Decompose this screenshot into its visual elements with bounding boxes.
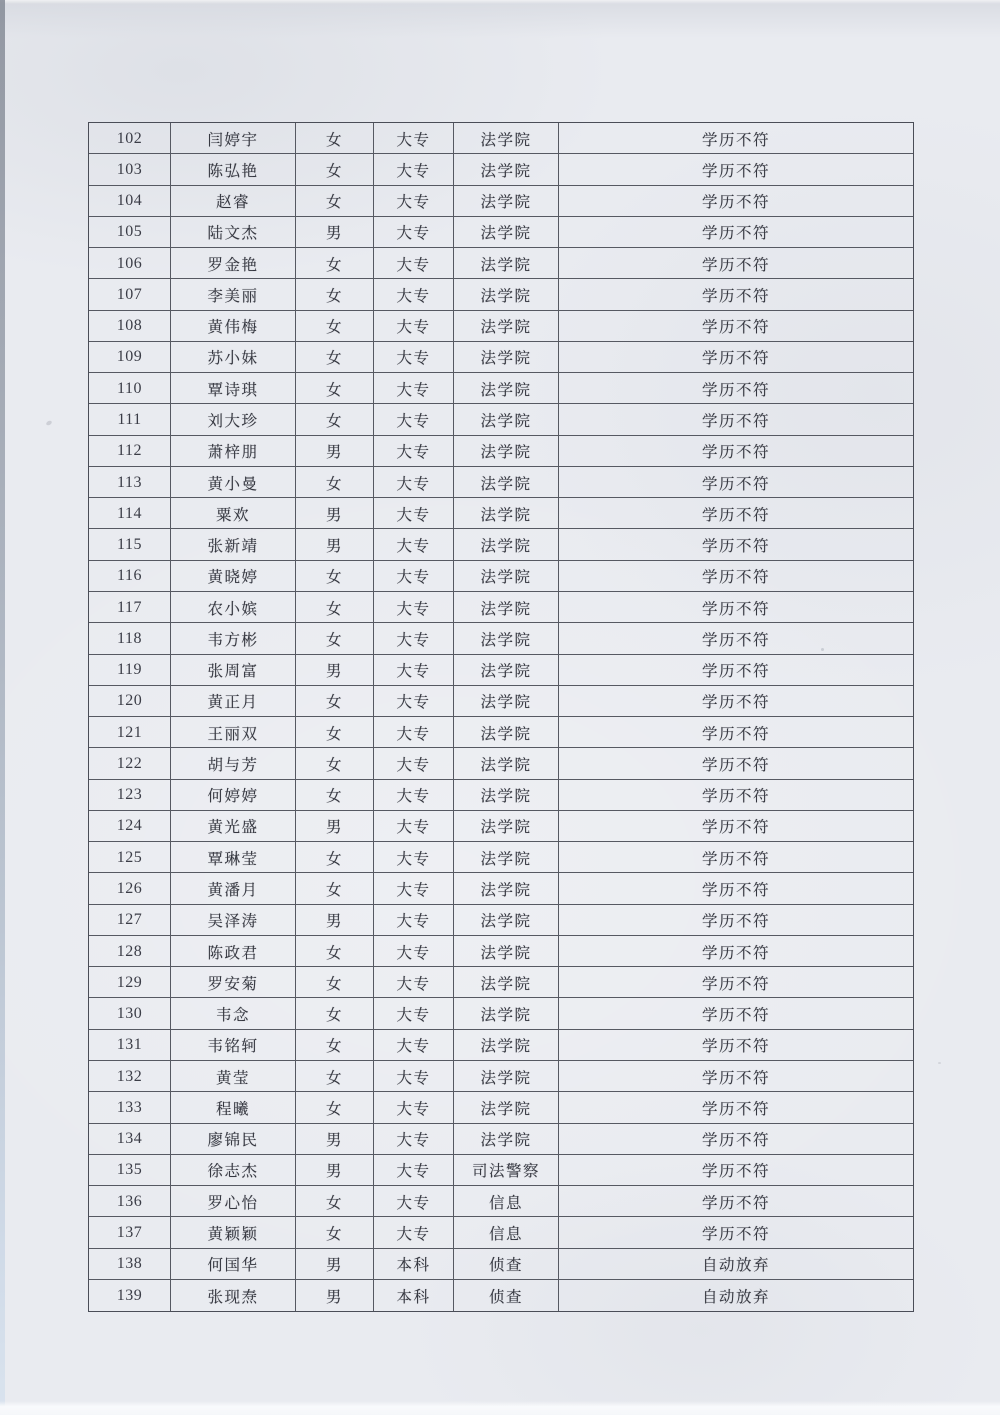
cell-gender: 女: [296, 404, 374, 435]
cell-education: 大专: [374, 373, 454, 404]
cell-no: 121: [89, 717, 171, 748]
cell-gender: 女: [296, 311, 374, 342]
cell-college: 法学院: [454, 561, 559, 592]
cell-no: 132: [89, 1061, 171, 1092]
cell-gender: 男: [296, 529, 374, 560]
cell-college: 侦查: [454, 1249, 559, 1280]
cell-name: 王丽双: [171, 717, 296, 748]
cell-gender: 女: [296, 748, 374, 779]
cell-name: 胡与芳: [171, 748, 296, 779]
cell-college: 法学院: [454, 748, 559, 779]
cell-name: 黄莹: [171, 1061, 296, 1092]
cell-gender: 女: [296, 1092, 374, 1123]
cell-gender: 女: [296, 780, 374, 811]
cell-name: 徐志杰: [171, 1155, 296, 1186]
cell-education: 大专: [374, 1092, 454, 1123]
cell-gender: 女: [296, 717, 374, 748]
cell-education: 大专: [374, 279, 454, 310]
cell-education: 大专: [374, 592, 454, 623]
scan-speck: [45, 420, 52, 426]
cell-no: 117: [89, 592, 171, 623]
cell-status: 学历不符: [559, 686, 913, 717]
cell-status: 学历不符: [559, 1155, 913, 1186]
cell-college: 侦查: [454, 1280, 559, 1311]
cell-college: 法学院: [454, 1092, 559, 1123]
cell-college: 法学院: [454, 655, 559, 686]
cell-no: 113: [89, 467, 171, 498]
cell-education: 大专: [374, 186, 454, 217]
cell-no: 111: [89, 404, 171, 435]
cell-gender: 女: [296, 1030, 374, 1061]
cell-status: 学历不符: [559, 311, 913, 342]
cell-no: 125: [89, 842, 171, 873]
cell-name: 苏小妹: [171, 342, 296, 373]
cell-college: 法学院: [454, 1030, 559, 1061]
cell-gender: 女: [296, 1186, 374, 1217]
cell-education: 大专: [374, 467, 454, 498]
cell-college: 法学院: [454, 311, 559, 342]
cell-status: 学历不符: [559, 498, 913, 529]
cell-no: 103: [89, 154, 171, 185]
cell-college: 法学院: [454, 842, 559, 873]
cell-education: 本科: [374, 1249, 454, 1280]
cell-status: 学历不符: [559, 404, 913, 435]
cell-status: 学历不符: [559, 998, 913, 1029]
cell-gender: 女: [296, 561, 374, 592]
cell-gender: 女: [296, 373, 374, 404]
cell-college: 法学院: [454, 905, 559, 936]
cell-gender: 女: [296, 623, 374, 654]
scan-edge-top: [0, 0, 1000, 4]
cell-no: 109: [89, 342, 171, 373]
cell-status: 学历不符: [559, 1186, 913, 1217]
cell-education: 大专: [374, 217, 454, 248]
cell-name: 罗金艳: [171, 248, 296, 279]
cell-name: 赵睿: [171, 186, 296, 217]
cell-no: 133: [89, 1092, 171, 1123]
cell-gender: 女: [296, 279, 374, 310]
cell-no: 136: [89, 1186, 171, 1217]
cell-name: 廖锦民: [171, 1124, 296, 1155]
cell-education: 大专: [374, 905, 454, 936]
cell-no: 137: [89, 1217, 171, 1248]
cell-gender: 女: [296, 154, 374, 185]
cell-college: 法学院: [454, 436, 559, 467]
cell-no: 102: [89, 123, 171, 154]
cell-college: 法学院: [454, 529, 559, 560]
cell-status: 学历不符: [559, 592, 913, 623]
cell-name: 陆文杰: [171, 217, 296, 248]
cell-college: 法学院: [454, 342, 559, 373]
cell-college: 法学院: [454, 123, 559, 154]
cell-name: 覃诗琪: [171, 373, 296, 404]
scan-edge-left: [0, 0, 5, 1415]
cell-name: 陈弘艳: [171, 154, 296, 185]
cell-education: 大专: [374, 811, 454, 842]
cell-name: 黄光盛: [171, 811, 296, 842]
cell-no: 119: [89, 655, 171, 686]
cell-education: 大专: [374, 623, 454, 654]
cell-status: 学历不符: [559, 1217, 913, 1248]
cell-education: 大专: [374, 936, 454, 967]
cell-name: 刘大珍: [171, 404, 296, 435]
cell-name: 李美丽: [171, 279, 296, 310]
cell-name: 农小嫔: [171, 592, 296, 623]
cell-no: 122: [89, 748, 171, 779]
cell-status: 学历不符: [559, 655, 913, 686]
cell-name: 程曦: [171, 1092, 296, 1123]
cell-status: 学历不符: [559, 1124, 913, 1155]
cell-education: 大专: [374, 655, 454, 686]
cell-no: 128: [89, 936, 171, 967]
cell-no: 135: [89, 1155, 171, 1186]
cell-name: 黄伟梅: [171, 311, 296, 342]
cell-education: 大专: [374, 248, 454, 279]
cell-status: 学历不符: [559, 905, 913, 936]
cell-no: 116: [89, 561, 171, 592]
cell-college: 法学院: [454, 717, 559, 748]
cell-education: 大专: [374, 561, 454, 592]
cell-status: 学历不符: [559, 780, 913, 811]
cell-status: 学历不符: [559, 967, 913, 998]
cell-gender: 女: [296, 842, 374, 873]
cell-status: 学历不符: [559, 217, 913, 248]
cell-status: 学历不符: [559, 1092, 913, 1123]
cell-no: 118: [89, 623, 171, 654]
cell-no: 106: [89, 248, 171, 279]
cell-name: 黄晓婷: [171, 561, 296, 592]
cell-status: 学历不符: [559, 186, 913, 217]
cell-name: 覃琳莹: [171, 842, 296, 873]
cell-name: 张现焘: [171, 1280, 296, 1311]
cell-no: 110: [89, 373, 171, 404]
cell-education: 大专: [374, 154, 454, 185]
cell-no: 108: [89, 311, 171, 342]
cell-education: 大专: [374, 1061, 454, 1092]
cell-college: 法学院: [454, 498, 559, 529]
cell-status: 学历不符: [559, 748, 913, 779]
cell-college: 法学院: [454, 154, 559, 185]
cell-status: 学历不符: [559, 154, 913, 185]
cell-name: 黄颖颖: [171, 1217, 296, 1248]
cell-no: 123: [89, 780, 171, 811]
cell-status: 学历不符: [559, 811, 913, 842]
cell-no: 104: [89, 186, 171, 217]
cell-no: 126: [89, 873, 171, 904]
cell-gender: 男: [296, 1249, 374, 1280]
cell-college: 法学院: [454, 404, 559, 435]
cell-education: 大专: [374, 842, 454, 873]
cell-college: 法学院: [454, 279, 559, 310]
cell-gender: 男: [296, 1280, 374, 1311]
cell-status: 学历不符: [559, 936, 913, 967]
cell-status: 自动放弃: [559, 1249, 913, 1280]
cell-status: 学历不符: [559, 842, 913, 873]
cell-gender: 男: [296, 905, 374, 936]
cell-education: 本科: [374, 1280, 454, 1311]
cell-education: 大专: [374, 1030, 454, 1061]
cell-gender: 女: [296, 967, 374, 998]
cell-status: 学历不符: [559, 717, 913, 748]
cell-education: 大专: [374, 123, 454, 154]
cell-status: 学历不符: [559, 342, 913, 373]
cell-status: 学历不符: [559, 248, 913, 279]
cell-gender: 男: [296, 655, 374, 686]
cell-college: 法学院: [454, 623, 559, 654]
cell-gender: 女: [296, 1217, 374, 1248]
cell-gender: 男: [296, 436, 374, 467]
cell-education: 大专: [374, 998, 454, 1029]
cell-gender: 女: [296, 342, 374, 373]
cell-education: 大专: [374, 780, 454, 811]
cell-education: 大专: [374, 1155, 454, 1186]
cell-status: 学历不符: [559, 373, 913, 404]
cell-gender: 女: [296, 686, 374, 717]
cell-no: 127: [89, 905, 171, 936]
cell-no: 124: [89, 811, 171, 842]
cell-college: 法学院: [454, 780, 559, 811]
cell-status: 学历不符: [559, 467, 913, 498]
cell-college: 法学院: [454, 217, 559, 248]
cell-education: 大专: [374, 967, 454, 998]
cell-college: 法学院: [454, 873, 559, 904]
cell-no: 105: [89, 217, 171, 248]
scan-edge-bottom: [0, 1401, 1000, 1415]
cell-college: 法学院: [454, 811, 559, 842]
cell-gender: 女: [296, 186, 374, 217]
cell-college: 法学院: [454, 686, 559, 717]
cell-education: 大专: [374, 1124, 454, 1155]
cell-education: 大专: [374, 748, 454, 779]
cell-college: 司法警察: [454, 1155, 559, 1186]
cell-name: 黄小曼: [171, 467, 296, 498]
cell-name: 吴泽涛: [171, 905, 296, 936]
applicant-roster-table: [88, 122, 914, 1312]
scan-speck: [938, 1062, 941, 1064]
cell-college: 信息: [454, 1186, 559, 1217]
cell-education: 大专: [374, 1186, 454, 1217]
cell-no: 131: [89, 1030, 171, 1061]
cell-education: 大专: [374, 436, 454, 467]
cell-no: 129: [89, 967, 171, 998]
cell-status: 学历不符: [559, 561, 913, 592]
cell-status: 学历不符: [559, 123, 913, 154]
cell-no: 120: [89, 686, 171, 717]
cell-college: 法学院: [454, 1124, 559, 1155]
cell-no: 107: [89, 279, 171, 310]
cell-college: 法学院: [454, 467, 559, 498]
cell-status: 学历不符: [559, 873, 913, 904]
cell-status: 学历不符: [559, 529, 913, 560]
cell-status: 学历不符: [559, 623, 913, 654]
cell-education: 大专: [374, 404, 454, 435]
cell-education: 大专: [374, 311, 454, 342]
cell-status: 学历不符: [559, 1030, 913, 1061]
cell-name: 韦方彬: [171, 623, 296, 654]
cell-no: 139: [89, 1280, 171, 1311]
cell-college: 法学院: [454, 1061, 559, 1092]
cell-gender: 男: [296, 1124, 374, 1155]
cell-college: 法学院: [454, 373, 559, 404]
cell-college: 法学院: [454, 592, 559, 623]
cell-college: 信息: [454, 1217, 559, 1248]
cell-name: 罗心怡: [171, 1186, 296, 1217]
cell-name: 张新靖: [171, 529, 296, 560]
cell-name: 黄正月: [171, 686, 296, 717]
cell-gender: 女: [296, 1061, 374, 1092]
cell-gender: 男: [296, 217, 374, 248]
cell-name: 粟欢: [171, 498, 296, 529]
cell-gender: 男: [296, 498, 374, 529]
cell-education: 大专: [374, 498, 454, 529]
cell-name: 罗安菊: [171, 967, 296, 998]
cell-college: 法学院: [454, 936, 559, 967]
cell-no: 130: [89, 998, 171, 1029]
cell-college: 法学院: [454, 967, 559, 998]
cell-name: 韦念: [171, 998, 296, 1029]
cell-education: 大专: [374, 529, 454, 560]
cell-gender: 女: [296, 873, 374, 904]
cell-gender: 女: [296, 998, 374, 1029]
cell-name: 萧梓朋: [171, 436, 296, 467]
cell-status: 学历不符: [559, 436, 913, 467]
cell-education: 大专: [374, 873, 454, 904]
cell-name: 张周富: [171, 655, 296, 686]
cell-gender: 男: [296, 1155, 374, 1186]
cell-education: 大专: [374, 342, 454, 373]
cell-name: 何婷婷: [171, 780, 296, 811]
cell-college: 法学院: [454, 998, 559, 1029]
cell-education: 大专: [374, 717, 454, 748]
cell-gender: 女: [296, 123, 374, 154]
cell-no: 134: [89, 1124, 171, 1155]
cell-status: 学历不符: [559, 1061, 913, 1092]
cell-name: 陈政君: [171, 936, 296, 967]
cell-education: 大专: [374, 686, 454, 717]
cell-gender: 女: [296, 592, 374, 623]
cell-name: 何国华: [171, 1249, 296, 1280]
cell-no: 115: [89, 529, 171, 560]
cell-no: 114: [89, 498, 171, 529]
cell-college: 法学院: [454, 248, 559, 279]
cell-name: 黄潘月: [171, 873, 296, 904]
cell-name: 闫婷宇: [171, 123, 296, 154]
cell-no: 112: [89, 436, 171, 467]
cell-status: 自动放弃: [701, 1288, 770, 1306]
cell-gender: 女: [296, 467, 374, 498]
cell-gender: 男: [296, 811, 374, 842]
cell-college: 法学院: [454, 186, 559, 217]
cell-gender: 女: [296, 936, 374, 967]
cell-status: 学历不符: [559, 279, 913, 310]
cell-gender: 女: [296, 248, 374, 279]
cell-education: 大专: [374, 1217, 454, 1248]
cell-name: 韦铭轲: [171, 1030, 296, 1061]
cell-no: 138: [89, 1249, 171, 1280]
